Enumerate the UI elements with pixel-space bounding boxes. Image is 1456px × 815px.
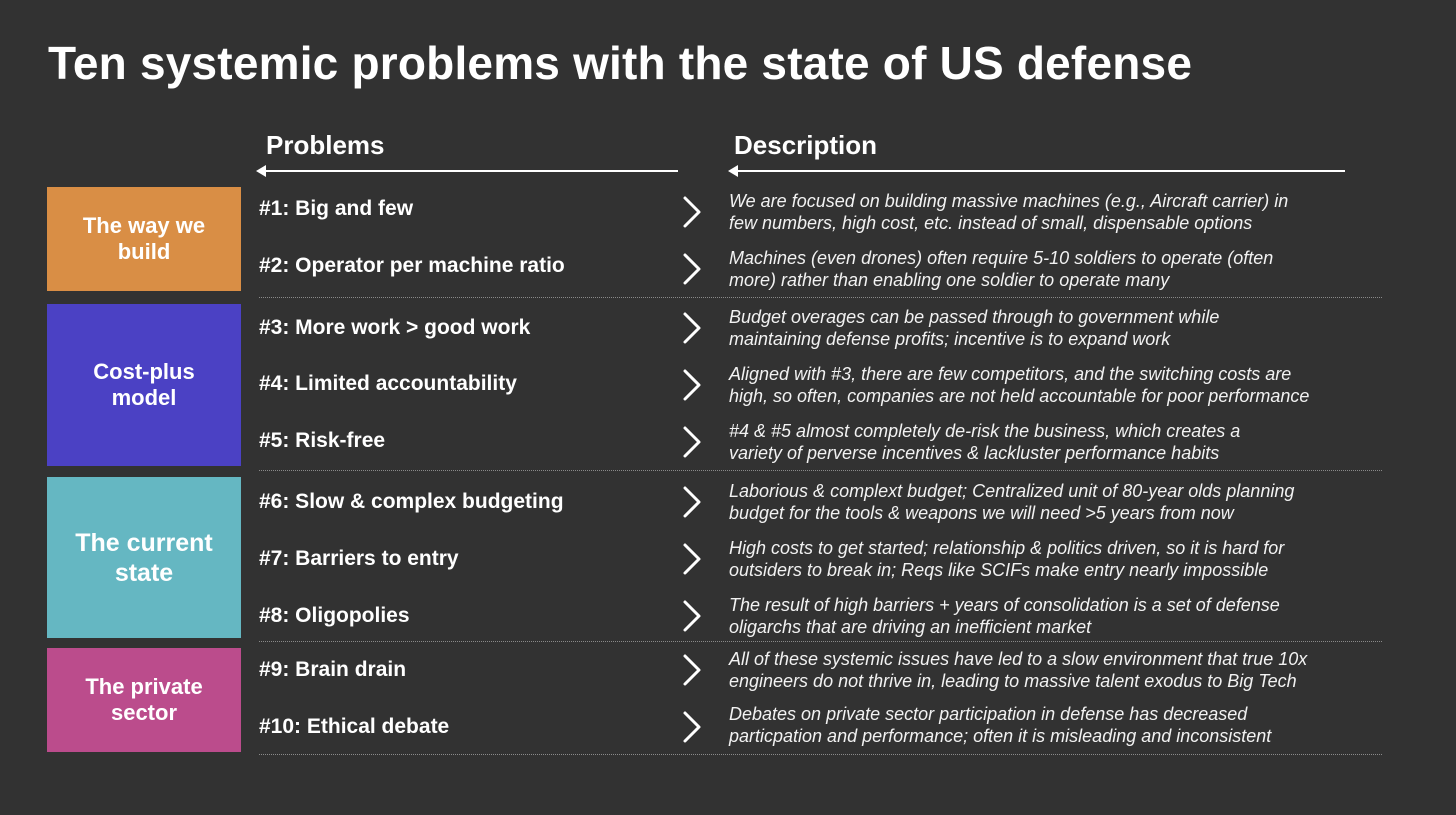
description-line: High costs to get started; relationship & politics driven, so it is hard for (729, 538, 1285, 558)
group-separator (259, 641, 1382, 642)
chevron-right-icon (680, 599, 704, 633)
category-label: The way we build (82, 212, 206, 264)
chevron-right-icon (680, 485, 704, 519)
problem-description (729, 247, 1273, 291)
description-line: more) rather than enabling one soldier to operate many (729, 270, 1170, 290)
problem-description (729, 306, 1219, 350)
description-line: oligarchs that are driving an inefficient market (729, 617, 1092, 637)
chevron-right-icon (680, 311, 704, 345)
problem-name: #9: Brain drain (259, 658, 407, 681)
chevron-right-icon (680, 368, 704, 402)
problem-description (729, 703, 1271, 747)
problem-description (729, 420, 1240, 464)
description-line: #4 & #5 almost completely de-risk the business, which creates a (729, 421, 1241, 441)
description-line: particpation and performance; often it is misleading and inconsistent (729, 726, 1272, 746)
category-label: Cost-plus model (93, 358, 195, 410)
description-header: Description (734, 130, 878, 160)
category-cost-plus-model (47, 304, 241, 466)
group-separator (259, 754, 1382, 755)
group-separator (259, 470, 1382, 471)
problem-name: #2: Operator per machine ratio (259, 254, 565, 277)
problem-name: #4: Limited accountability (259, 372, 517, 395)
description-line: We are focused on building massive machines (e.g., Aircraft carrier) in (729, 191, 1289, 211)
category-label: The private sector (85, 673, 203, 725)
category-the-current-state (47, 477, 241, 638)
problems-header: Problems (266, 130, 385, 160)
description-line: Debates on private sector participation in defense has decreased (729, 704, 1248, 724)
description-line: high, so often, companies are not held accountable for poor performance (729, 386, 1310, 406)
chevron-right-icon (680, 252, 704, 286)
problem-description (729, 648, 1307, 692)
page-title: Ten systemic problems with the state of US defense (48, 37, 1193, 89)
description-line: variety of perverse incentives & lackluster performance habits (729, 443, 1220, 463)
description-header-arrow (730, 170, 1345, 172)
problem-name: #10: Ethical debate (259, 715, 450, 738)
problem-description (729, 537, 1284, 581)
problem-name: #5: Risk-free (259, 429, 386, 452)
category-the-way-we-build (47, 187, 241, 291)
description-line: The result of high barriers + years of consolidation is a set of defense (729, 595, 1280, 615)
description-line: few numbers, high cost, etc. instead of small, dispensable options (729, 213, 1253, 233)
chevron-right-icon (680, 425, 704, 459)
description-line: maintaining defense profits; incentive is to expand work (729, 329, 1171, 349)
problems-header-arrow (258, 170, 678, 172)
problem-name: #8: Oligopolies (259, 604, 410, 627)
chevron-right-icon (680, 710, 704, 744)
chevron-right-icon (680, 653, 704, 687)
problem-description (729, 480, 1294, 524)
description-line: outsiders to break in; Reqs like SCIFs make entry nearly impossible (729, 560, 1269, 580)
description-line: Machines (even drones) often require 5-10 soldiers to operate (often (729, 248, 1274, 268)
description-line: Budget overages can be passed through to government while (729, 307, 1220, 327)
description-line: engineers do not thrive in, leading to massive talent exodus to Big Tech (729, 671, 1297, 691)
problem-description (729, 594, 1280, 638)
description-line: budget for the tools & weapons we will need >5 years from now (729, 503, 1234, 523)
category-the-private-sector (47, 648, 241, 752)
description-line: Laborious & complext budget; Centralized unit of 80-year olds planning (729, 481, 1295, 501)
problem-name: #1: Big and few (259, 197, 414, 220)
problem-name: #3: More work > good work (259, 316, 531, 339)
group-separator (259, 297, 1382, 298)
problem-description (729, 190, 1288, 234)
category-label: The current state (75, 528, 213, 587)
chevron-right-icon (680, 195, 704, 229)
chevron-right-icon (680, 542, 704, 576)
problem-name: #7: Barriers to entry (259, 547, 459, 570)
description-line: Aligned with #3, there are few competitors, and the switching costs are (729, 364, 1292, 384)
description-line: All of these systemic issues have led to a slow environment that true 10x (729, 649, 1308, 669)
problem-name: #6: Slow & complex budgeting (259, 490, 564, 513)
problem-description (729, 363, 1309, 407)
